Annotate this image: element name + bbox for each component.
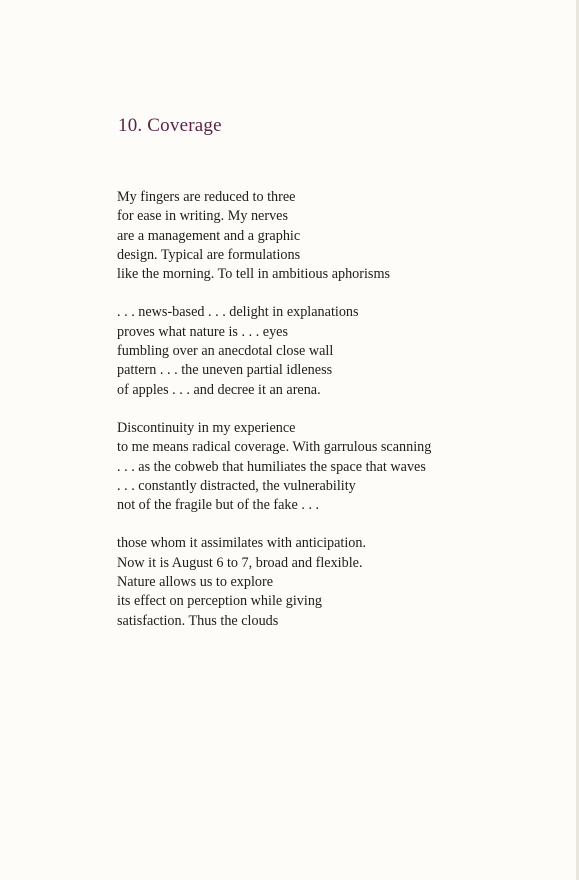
poem-line: for ease in writing. My nerves xyxy=(117,208,288,225)
poem-line: . . . as the cobweb that humiliates the space that waves xyxy=(117,458,426,475)
stanza-1 xyxy=(117,188,557,284)
poem-line: of apples . . . and decree it an arena. xyxy=(117,381,321,398)
poem-title: 10. Coverage xyxy=(118,115,222,136)
poem-line: like the morning. To tell in ambitious aphorisms xyxy=(117,266,391,283)
poem-line: Now it is August 6 to 7, broad and flexible. xyxy=(117,554,363,571)
poem-line: not of the fragile but of the fake . . . xyxy=(117,497,320,514)
poem-line: design. Typical are formulations xyxy=(117,246,301,263)
poem-line: are a management and a graphic xyxy=(117,227,301,244)
poem-line: . . . news-based . . . delight in explanations xyxy=(117,304,359,321)
poem-line: Discontinuity in my experience xyxy=(117,419,296,436)
poem-line: fumbling over an anecdotal close wall xyxy=(117,343,334,360)
poem-line: My fingers are reduced to three xyxy=(117,189,296,205)
stanza-4 xyxy=(117,534,557,630)
poem-line: Nature allows us to explore xyxy=(117,574,274,591)
poem-line: to me means radical coverage. With garrulous scanning xyxy=(117,439,432,456)
poem-line: its effect on perception while giving xyxy=(117,593,323,610)
poem-line: . . . constantly distracted, the vulnerability xyxy=(117,477,356,494)
poem-line: proves what nature is . . . eyes xyxy=(117,323,288,340)
poem-body xyxy=(117,188,557,650)
poem-line: satisfaction. Thus the clouds xyxy=(117,612,279,629)
poem-line: those whom it assimilates with anticipation. xyxy=(117,535,367,552)
stanza-2 xyxy=(117,303,557,399)
stanza-3 xyxy=(117,419,557,515)
poem-line: pattern . . . the uneven partial idleness xyxy=(117,362,333,379)
